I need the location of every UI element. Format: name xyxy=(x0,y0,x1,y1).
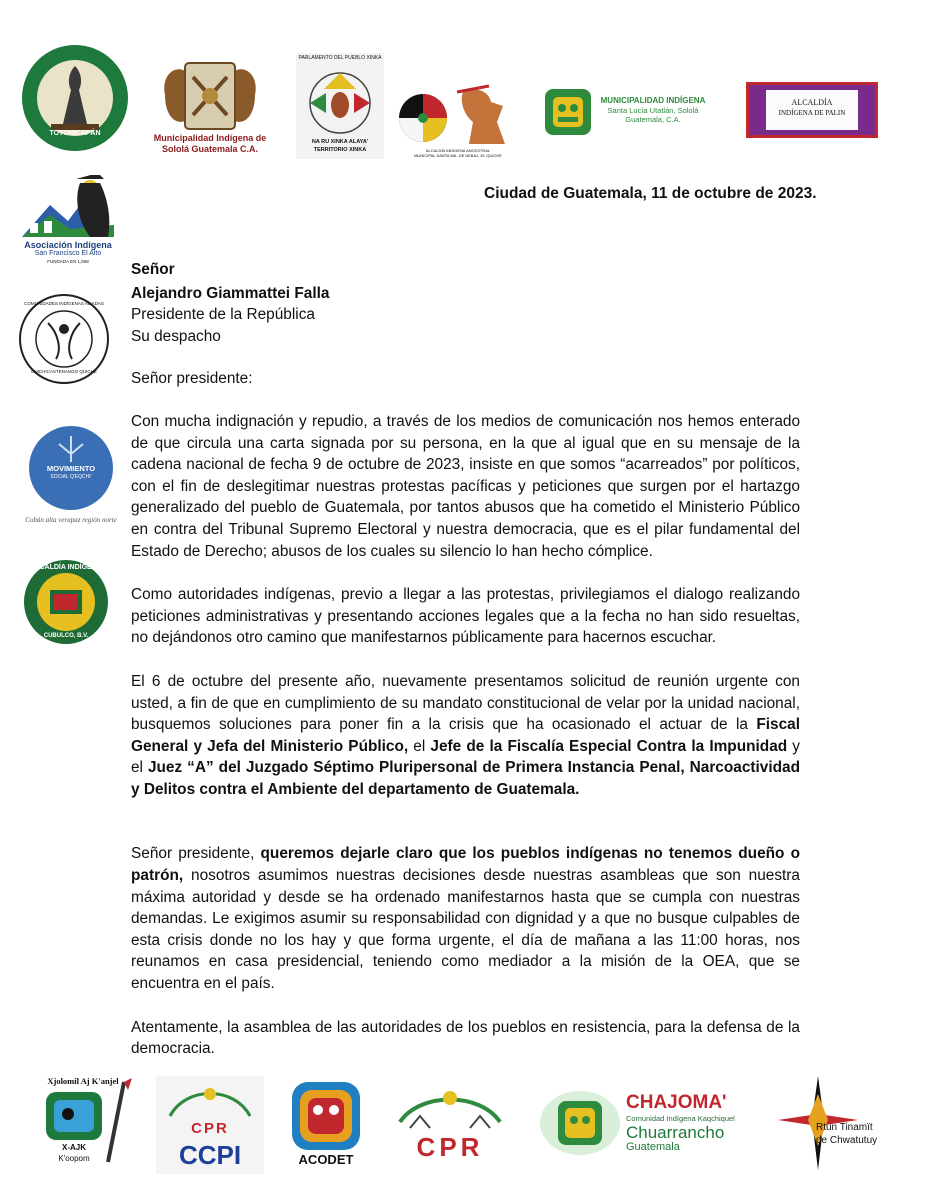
logo-san-francisco-line2: San Francisco El Alto xyxy=(34,250,102,257)
logo-movimiento-line1: MOVIMIENTO xyxy=(46,464,96,473)
paragraph-3-d: Jefe de la Fiscalía Especial Contra la Impunidad xyxy=(430,737,788,755)
logo-solola-line1: Municipalidad Indígena de xyxy=(153,133,267,143)
logo-san-francisco-line3: FUNDADA EN 1,668 xyxy=(47,259,89,264)
logo-palin-line1: ALCALDÍA xyxy=(791,98,833,107)
logo-cpr xyxy=(390,1082,510,1168)
logo-palin xyxy=(746,82,878,138)
logo-ccpi-bottom: CCPI xyxy=(178,1140,242,1170)
logo-nebaj xyxy=(393,82,523,160)
logo-chajoma-sub: Comunidad Indígena Kaqchiquel xyxy=(626,1114,735,1123)
logo-rtun-line1: Rtun Tinamït xyxy=(816,1122,873,1133)
logo-movimiento-line2: SOCIAL Q'EQCHI' xyxy=(50,474,92,480)
logo-ccpi xyxy=(156,1076,264,1174)
logo-chajoma-country: Guatemala xyxy=(626,1141,680,1153)
paragraph-4 xyxy=(131,843,800,994)
logo-cubulco xyxy=(22,556,110,648)
logo-cubulco-bottom: CUBULCO, B.V. xyxy=(43,633,89,639)
paragraph-3-b: Fiscal General y Jefa del Ministerio Público, xyxy=(131,716,800,755)
logo-xjolomil-mid: X-AJK xyxy=(61,1143,86,1152)
logo-movimiento xyxy=(15,422,127,528)
logo-chajoma xyxy=(538,1088,760,1158)
salutation: Señor xyxy=(131,261,175,278)
logo-solola-line2: Sololá Guatemala C.A. xyxy=(161,144,259,154)
logo-santa-lucia-line2: Santa Lucía Utatlán, Sololá xyxy=(607,106,699,115)
logo-totonicapan xyxy=(21,42,129,154)
logo-rtun-line2: de Chwatutuy xyxy=(816,1135,878,1146)
logo-santa-lucia xyxy=(544,88,714,136)
paragraph-2: Como autoridades indígenas, previo a llegar a las protestas, privilegiamos el dialogo realizando peticiones administrativas y presentando acciones legales que a la fecha no han sido resueltas, no dejándonos otro camino que manifestarnos públicamente para hacernos escuchar. xyxy=(131,586,800,647)
paragraph-4-c: nosotros asumimos nuestras decisiones desde nuestras asambleas que son nuestra máxima autoridad y desde se ha ordenado manifestarnos hasta que se cumpla con nuestras demandas. Le exigimos asumir su responsabilidad con dignidad y a que no busque culpables de esta crisis donde no los hay y que forma urgente, el día de mañana a las 11:00 horas, nos reunamos en casa presidencial, teniendo como mediador a la misión de la OEA, que se encuentra en el país. xyxy=(131,867,800,993)
paragraph-3-f: Juez “A” del Juzgado Séptimo Pluripersonal de Primera Instancia Penal, Narcoactividad y Delitos contra el Ambiente del departamento de Guatemala. xyxy=(131,759,800,798)
logo-san-francisco-line1: Asociación Indígena xyxy=(24,240,112,250)
paragraph-3-a: El 6 de octubre del presente año, nuevamente presentamos solicitud de reunión urgente con usted, a fin de que en cumplimiento de su mandato constitucional de velar por la unidad nacional, busquemos soluciones para poner fin a la crisis que ha ocasionado el actuar de la xyxy=(131,672,800,734)
paragraph-4-a: Señor presidente, xyxy=(131,845,261,863)
logo-san-francisco xyxy=(20,175,116,267)
paragraph-3 xyxy=(131,671,800,801)
paragraph-3-e: y el xyxy=(131,737,800,777)
paragraph-3-c: el xyxy=(408,737,431,755)
logo-santa-lucia-line3: Guatemala, C.A. xyxy=(625,115,681,124)
recipient-block xyxy=(131,259,800,347)
logo-xjolomil-bottom: K'oopom xyxy=(58,1154,90,1163)
logo-ccpi-top: CPR xyxy=(191,1120,229,1137)
recipient-title: Presidente de la República xyxy=(131,306,315,324)
paragraph-1: Con mucha indignación y repudio, a través de los medios de comunicación nos hemos enterado de que circula una carta signada por su persona, en la que al igual que en su mensaje de la cadena nacional de fecha 9 de octubre de 2023, insiste en que somos “acarreados” por políticos, con el fin de deslegitimar nuestras protestas pacíficas y peticiones que surgen por el hartazgo generalizado del pueblo de Guatemala, por tantos abusos que ha cometido el Ministerio Público en contra del Tribunal Supremo Electoral y nuestra democracia, que es el pilar fundamental del Estado de Derecho; abusos de los cuales su silencio lo han hecho cómplice. xyxy=(131,412,800,560)
logo-xinka-bottom2: TERRITORIO XINKA xyxy=(313,147,367,153)
greeting: Señor presidente: xyxy=(131,370,253,388)
logo-santa-lucia-line1: MUNICIPALIDAD INDÍGENA xyxy=(600,96,706,105)
logo-rtun-tinamit xyxy=(778,1074,896,1174)
letter-body xyxy=(131,259,800,1060)
logo-chajoma-title: CHAJOMA' xyxy=(626,1092,727,1113)
recipient-name: Alejandro Giammattei Falla xyxy=(131,284,330,302)
logo-xinka-top: PARLAMENTO DEL PUEBLO XINKA xyxy=(298,55,382,61)
logo-xinka-bottom1: NA RU XINKA ALAYA' xyxy=(311,139,369,145)
logo-acodet xyxy=(286,1080,366,1170)
logo-movimiento-caption: Cobán alta verapaz región norte xyxy=(25,516,117,524)
logo-xinka xyxy=(296,53,384,159)
logo-totonicapan-label: TOTONICAPÁN xyxy=(49,130,101,137)
recipient-office: Su despacho xyxy=(131,327,221,345)
logo-nebaj-caption1: ALCALDÍA INDÍGENA ANCESTRAL xyxy=(425,148,491,153)
logo-palin-line2: INDÍGENA DE PALIN xyxy=(778,109,846,117)
logo-cubulco-top: ALCALDÍA INDÍGENA xyxy=(30,564,102,571)
logo-nebaj-caption2: MUNICIPAL SANTA MA. DE NEBAJ, EL QUICHÉ xyxy=(414,153,502,158)
logo-acodet-label: ACODET xyxy=(298,1152,354,1167)
logo-xjolomil xyxy=(38,1076,138,1174)
logo-cpr-label: CPR xyxy=(416,1132,484,1162)
logo-xjolomil-top: Xjolomil Aj K'anjel xyxy=(47,1076,119,1086)
letter-date: Ciudad de Guatemala, 11 de octubre de 2023. xyxy=(484,185,817,202)
logo-chichicastenango-ring2: CHICHICASTENANGO QUICHÉ xyxy=(31,369,97,374)
logo-solola xyxy=(155,55,265,155)
closing: Atentamente, la asamblea de las autoridades de los pueblos en resistencia, para la defensa de la democracia. xyxy=(131,1018,800,1058)
logo-chichicastenango-ring1: COMUNIDADES INDÍGENAS ALIADAS xyxy=(24,301,104,306)
logo-chajoma-name: Chuarrancho xyxy=(626,1123,725,1142)
logo-chichicastenango xyxy=(18,293,110,385)
paragraph-4-b: queremos dejarle claro que los pueblos indígenas no tenemos dueño o patrón, xyxy=(131,845,800,885)
